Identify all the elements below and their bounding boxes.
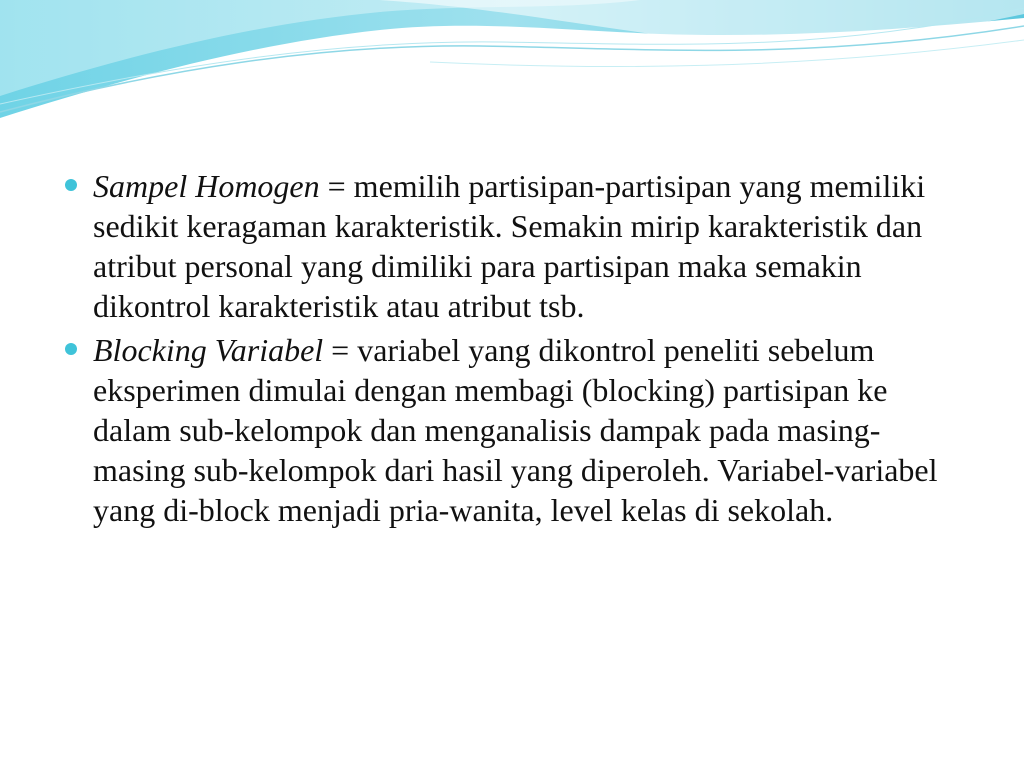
- bullet-text: variabel yang dikontrol peneliti sebelum eksperimen dimulai dengan membagi (blocking) partisipan ke dalam sub-kelompok dan menganalisis dampak pada masing-masing sub-kelompok dari hasil yang diperoleh. Variabel-variabel yang di-block menjadi pria-wanita, level kelas di sekolah.: [93, 332, 938, 528]
- bullet-term: Blocking Variabel: [93, 332, 324, 368]
- bullet-list: [62, 166, 962, 534]
- bullet-item-blocking-variabel: [62, 330, 962, 530]
- bullet-dot-icon: [65, 343, 77, 355]
- bullet-separator: =: [319, 168, 354, 204]
- bullet-dot-icon: [65, 179, 77, 191]
- bullet-text: memilih partisipan-partisipan yang memiliki sedikit keragaman karakteristik. Semakin mirip karakteristik dan atribut personal yang dimiliki para partisipan maka semakin dikontrol karakteristik atau atribut tsb.: [93, 168, 926, 324]
- bullet-term: Sampel Homogen: [93, 168, 320, 204]
- bullet-item-sampel-homogen: [62, 166, 962, 326]
- wave-header-decoration: [0, 0, 1024, 130]
- bullet-separator: =: [323, 332, 358, 368]
